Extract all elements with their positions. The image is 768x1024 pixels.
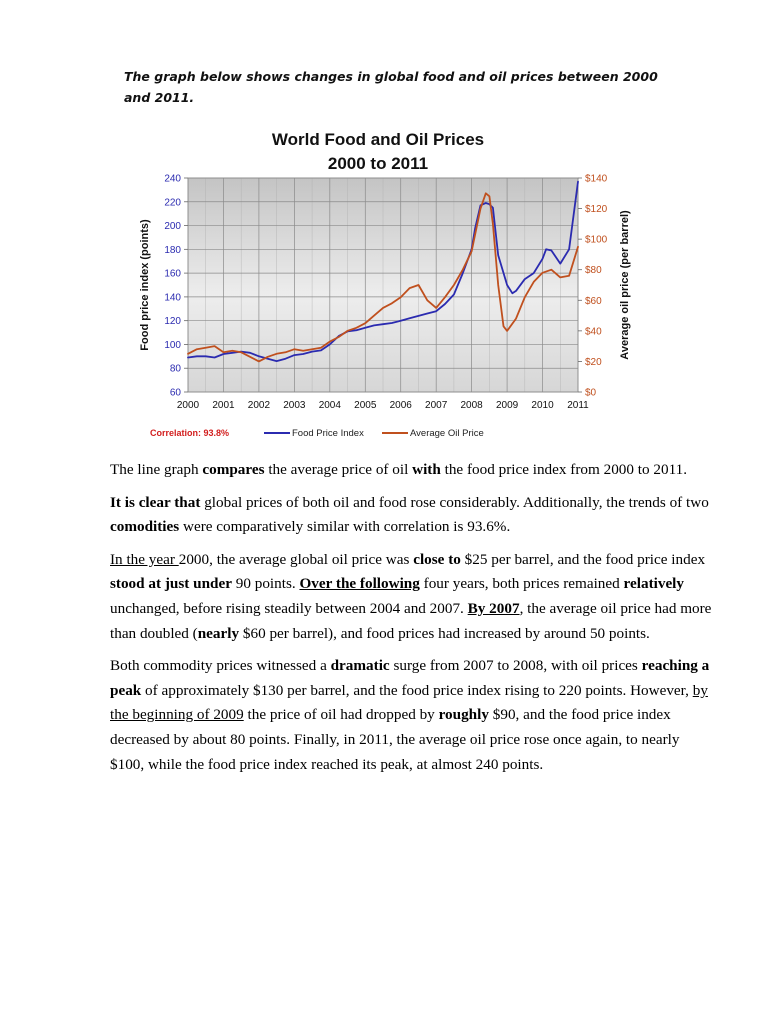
correlation-annotation: Correlation: 93.8% bbox=[150, 428, 230, 438]
x-tick-label: 2002 bbox=[247, 400, 271, 411]
line-chart bbox=[128, 118, 648, 448]
y-tick-label: 220 bbox=[164, 197, 181, 209]
y2-tick-label: $0 bbox=[585, 387, 597, 399]
y2-tick-label: $40 bbox=[585, 326, 602, 338]
x-tick-label: 2007 bbox=[425, 400, 448, 411]
y2-tick-label: $20 bbox=[585, 356, 602, 368]
essay-paragraph-3: In the year 2000, the average global oil price was close to $25 per barrel, and the food price index stood at just under 90 points. Over the following four years, both prices remained relatively unchanged, before rising steadily between 2004 and 2007. By 2007, the average oil price had more than doubled (nearly $60 per barrel), and food prices had increased by around 50 points. bbox=[110, 550, 712, 642]
y2-tick-label: $60 bbox=[585, 295, 602, 307]
x-tick-label: 2011 bbox=[567, 400, 589, 411]
legend bbox=[264, 428, 484, 439]
y2-tick-label: $140 bbox=[585, 173, 608, 185]
legend-food-label: Food Price Index bbox=[292, 428, 364, 439]
y2-axis-label: Average oil price (per barrel) bbox=[619, 210, 631, 360]
y-tick-label: 160 bbox=[164, 268, 181, 280]
y-tick-label: 80 bbox=[169, 363, 181, 375]
y-tick-label: 200 bbox=[164, 221, 181, 233]
x-tick-label: 2005 bbox=[354, 400, 377, 411]
y2-tick-label: $120 bbox=[585, 204, 608, 216]
y-axis-label: Food price index (points) bbox=[139, 219, 151, 351]
y-tick-label: 120 bbox=[164, 316, 181, 328]
x-tick-label: 2001 bbox=[212, 400, 235, 411]
x-tick-label: 2010 bbox=[531, 400, 554, 411]
legend-oil-label: Average Oil Price bbox=[410, 428, 484, 439]
prompt-line-1: The graph below shows changes in global food and oil prices between 2000 bbox=[124, 69, 658, 84]
x-tick-label: 2009 bbox=[495, 400, 519, 411]
y2-tick-label: $100 bbox=[585, 234, 608, 246]
y-tick-label: 100 bbox=[164, 339, 181, 351]
y-tick-label: 180 bbox=[164, 244, 181, 256]
chart-title: World Food and Oil Prices bbox=[271, 130, 485, 149]
essay-text bbox=[110, 458, 714, 785]
chart-container bbox=[128, 118, 648, 448]
x-tick-label: 2000 bbox=[176, 400, 200, 411]
prompt-line-2: and 2011. bbox=[124, 90, 195, 105]
essay-paragraph-4: Both commodity prices witnessed a dramatic surge from 2007 to 2008, with oil prices reaching a peak of approximately $130 per barrel, and the food price index rising to 220 points. However, by the beginning of 2009 the price of oil had dropped by roughly $90, and the food price index decreased by about 80 points. Finally, in 2011, the average oil price rose once again, to nearly $100, while the food price index reached its peak, at almost 240 points. bbox=[110, 657, 710, 773]
x-tick-label: 2004 bbox=[318, 400, 341, 411]
chart-subtitle: 2000 to 2011 bbox=[327, 154, 429, 173]
essay-paragraph-1: The line graph compares the average price of oil with the food price index from 2000 to 2011. bbox=[110, 461, 687, 478]
y-tick-label: 140 bbox=[164, 292, 181, 304]
x-tick-label: 2008 bbox=[460, 400, 483, 411]
y2-tick-label: $80 bbox=[585, 265, 602, 277]
essay-paragraph-2: It is clear that global prices of both oil and food rose considerably. Additionally, the trends of two comodities were comparatively similar with correlation is 93.6%. bbox=[110, 493, 709, 536]
y-tick-label: 60 bbox=[169, 387, 181, 399]
y-tick-label: 240 bbox=[164, 173, 181, 185]
x-tick-label: 2006 bbox=[389, 400, 412, 411]
task-prompt bbox=[124, 66, 664, 108]
x-tick-label: 2003 bbox=[283, 400, 306, 411]
